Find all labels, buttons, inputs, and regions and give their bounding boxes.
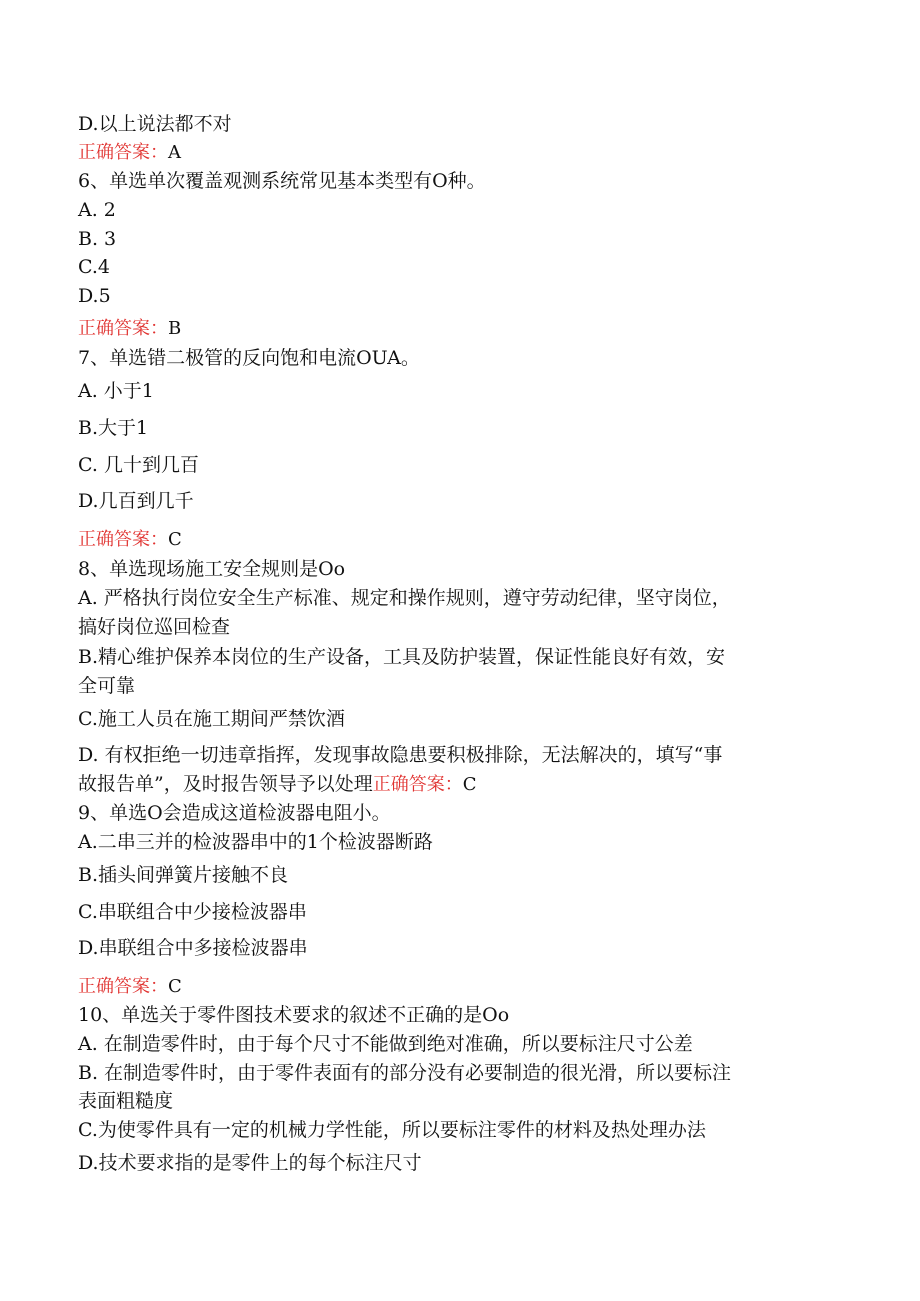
q6-option-b: B. 3 [78,228,117,250]
q6-option-d: D.5 [78,285,111,307]
q5-option-d: D.以上说法都不对 [78,113,232,135]
q8-option-d-line1: D. 有权拒绝一切违章指挥，发现事故隐患要积极排除，无法解决的，填写“事 [78,744,723,766]
q8-option-b-line2: 全可靠 [78,675,136,697]
q6-stem: 6、单选单次覆盖观测系统常见基本类型有O种。 [78,170,486,192]
answer-label: 正确答案： [78,529,168,550]
q10-option-d: D.技术要求指的是零件上的每个标注尺寸 [78,1152,422,1174]
answer-label: 正确答案： [78,318,168,339]
answer-value: C [462,774,477,795]
q7-option-a: A. 小于1 [78,380,154,402]
q8-stem: 8、单选现场施工安全规则是Oo [78,558,346,580]
q9-option-d: D.串联组合中多接检波器串 [78,937,308,959]
q7-option-d: D.几百到几千 [78,490,194,512]
q8-option-c: C.施工人员在施工期间严禁饮酒 [78,708,345,730]
q7-answer [78,527,182,553]
q10-option-c: C.为使零件具有一定的机械力学性能，所以要标注零件的材料及热处理办法 [78,1119,706,1141]
answer-value: C [168,976,182,997]
q8-option-a-line2: 搞好岗位巡回检查 [78,616,231,638]
q8-option-b-line1: B.精心维护保养本岗位的生产设备，工具及防护装置，保证性能良好有效，安 [78,646,726,668]
q7-stem: 7、单选错二极管的反向饱和电流OUA。 [78,347,420,369]
q6-option-c: C.4 [78,256,110,278]
q7-option-c: C. 几十到几百 [78,454,199,476]
q9-answer [78,974,182,1000]
answer-value: B [168,318,182,339]
q8-option-a-line1: A. 严格执行岗位安全生产标准、规定和操作规则，遵守劳动纪律，坚守岗位， [78,587,731,609]
q5-answer [78,140,181,166]
q10-stem: 10、单选关于零件图技术要求的叙述不正确的是Oo [78,1004,510,1026]
q10-option-b-line2: 表面粗糙度 [78,1090,174,1112]
q9-stem: 9、单选O会造成这道检波器电阻小。 [78,802,391,824]
q10-option-b-line1: B. 在制造零件时，由于零件表面有的部分没有必要制造的很光滑，所以要标注 [78,1062,732,1084]
answer-label: 正确答案： [78,142,168,163]
answer-label: 正确答案： [78,976,168,997]
q9-option-a: A.二串三并的检波器串中的1个检波器断路 [78,831,433,853]
q8-option-d-text: 故报告单”，及时报告领导予以处理 [78,773,373,795]
answer-value: A [168,142,181,163]
q8-answer [373,773,477,795]
q10-option-a: A. 在制造零件时，由于每个尺寸不能做到绝对准确，所以要标注尺寸公差 [78,1033,693,1055]
q6-option-a: A. 2 [78,199,116,221]
answer-label: 正确答案： [372,774,463,795]
q9-option-b: B.插头间弹簧片接触不良 [78,864,289,886]
q9-option-c: C.串联组合中少接检波器串 [78,901,307,923]
answer-value: C [168,529,182,550]
q8-option-d-line2 [78,771,477,798]
q6-answer [78,316,181,342]
q7-option-b: B.大于1 [78,417,149,439]
